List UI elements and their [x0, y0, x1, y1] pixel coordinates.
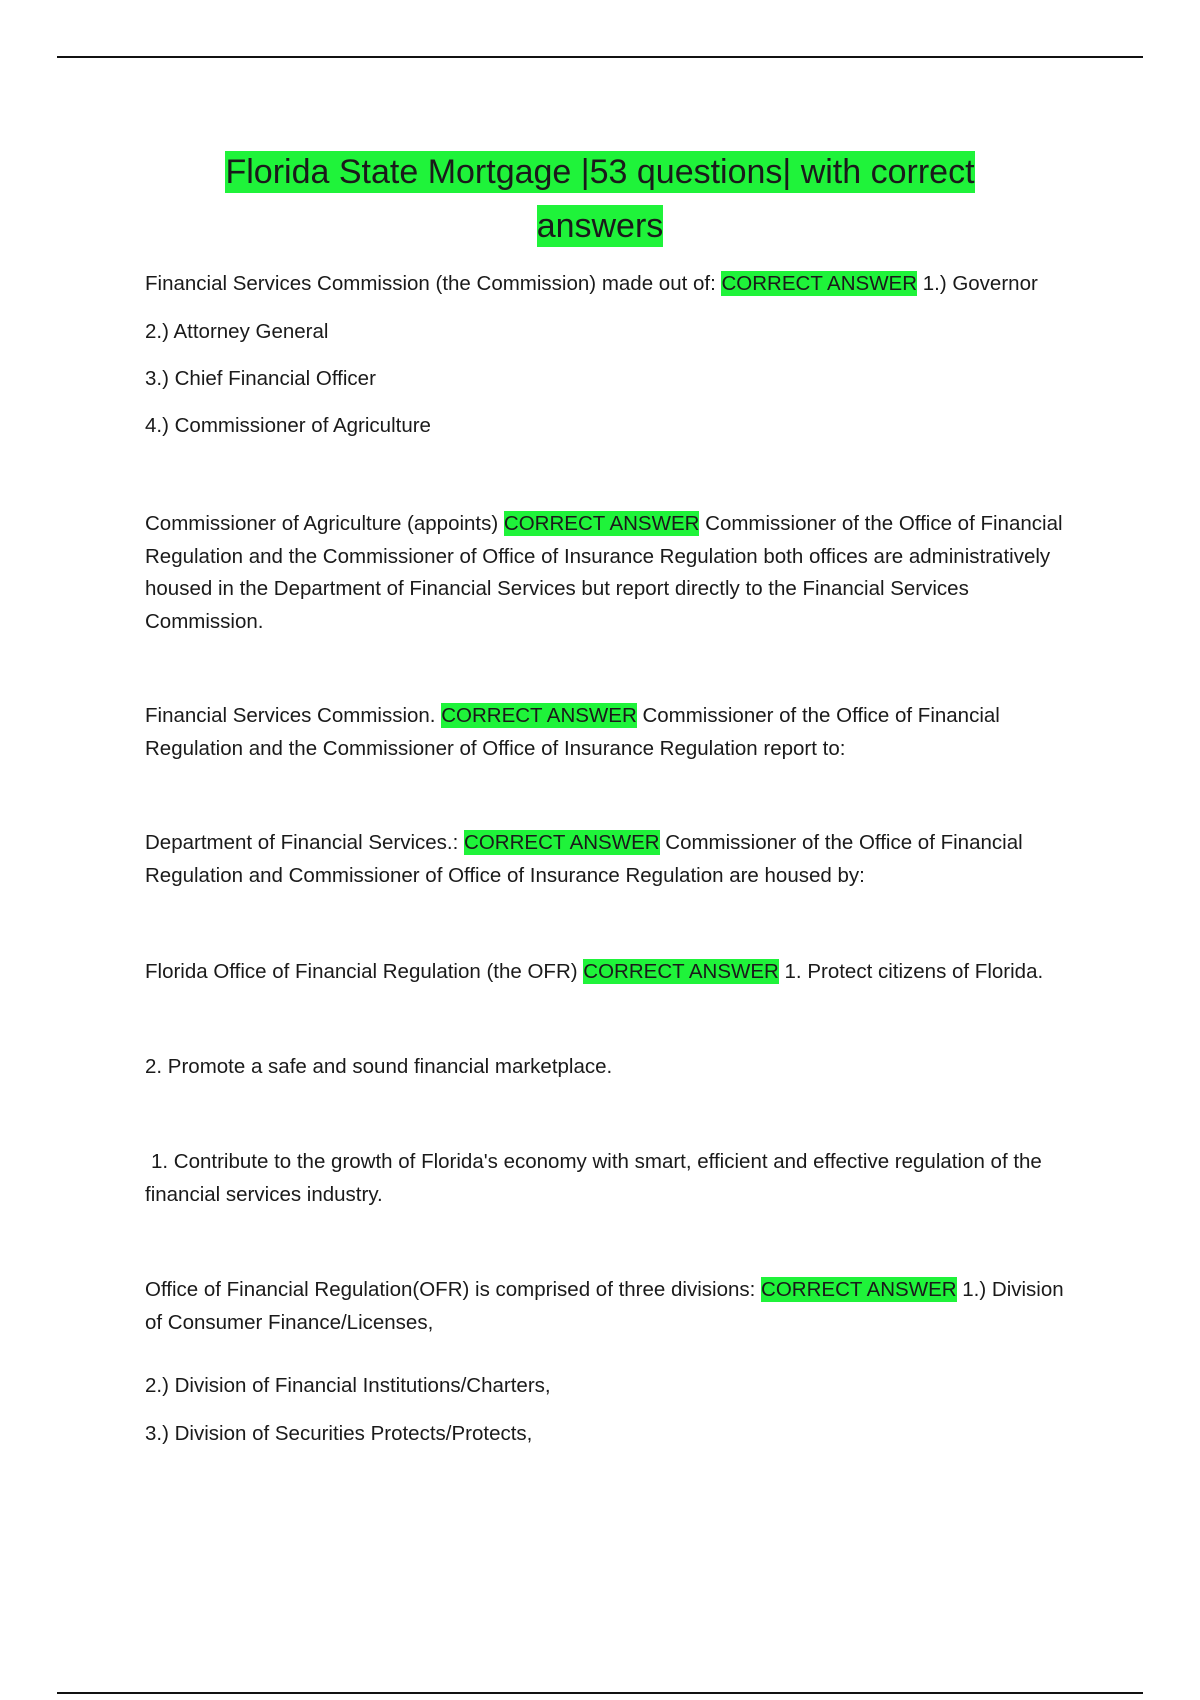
qa-item: [145, 268, 1085, 301]
answer-line: 2.) Division of Financial Institutions/Charters,: [145, 1374, 551, 1397]
answer-line: 3.) Chief Financial Officer: [145, 367, 376, 390]
correct-answer-tag: CORRECT ANSWER: [441, 704, 637, 727]
qa-text: [145, 1274, 1085, 1339]
bottom-rule: [57, 1692, 1143, 1694]
qa-text: [145, 508, 1085, 638]
qa-answer: Commissioner of the Office of Financial Regulation and Commissioner of Office of Insurance Regulation are housed by:: [145, 831, 1023, 887]
qa-lead: Florida Office of Financial Regulation (the OFR): [145, 960, 578, 983]
correct-answer-tag: CORRECT ANSWER: [583, 960, 779, 983]
qa-answer: Commissioner of the Office of Financial Regulation and the Commissioner of Office of Insurance Regulation report to:: [145, 704, 1000, 760]
qa-lead: Financial Services Commission (the Commission) made out of:: [145, 272, 716, 295]
title-highlight: Florida State Mortgage |53 questions| with correct answers: [225, 153, 975, 245]
qa-item: [145, 827, 1085, 892]
document-title: [170, 145, 1030, 253]
qa-text: [145, 827, 1085, 892]
qa-lead: Office of Financial Regulation(OFR) is comprised of three divisions:: [145, 1278, 756, 1301]
answer-line: 2.) Attorney General: [145, 320, 329, 343]
qa-lead: Financial Services Commission.: [145, 704, 436, 727]
qa-answer: 1. Protect citizens of Florida.: [784, 960, 1044, 983]
correct-answer-tag: CORRECT ANSWER: [721, 272, 918, 295]
answer-line: 3.) Division of Securities Protects/Protects,: [145, 1422, 533, 1445]
correct-answer-tag: CORRECT ANSWER: [464, 831, 660, 854]
answer-line: 2. Promote a safe and sound financial marketplace.: [145, 1055, 613, 1078]
answer-line: 1. Contribute to the growth of Florida's economy with smart, efficient and effective regulation of the financial services industry.: [145, 1150, 1042, 1206]
qa-answer: 1.) Governor: [922, 272, 1038, 295]
answer-line: 4.) Commissioner of Agriculture: [145, 414, 431, 437]
qa-item: [145, 700, 1085, 765]
qa-answer: 1.) Division of Consumer Finance/Licenses,: [145, 1278, 1064, 1334]
qa-answer: Commissioner of the Office of Financial Regulation and the Commissioner of Office of Insurance Regulation both offices are administratively housed in the Department of Financial Services but report directly to the Financial Services Commission.: [145, 512, 1063, 633]
correct-answer-tag: CORRECT ANSWER: [503, 512, 700, 535]
qa-item: [145, 956, 1085, 989]
qa-text: [145, 956, 1085, 989]
correct-answer-tag: CORRECT ANSWER: [761, 1278, 957, 1301]
qa-text: [145, 268, 1085, 301]
qa-lead: Department of Financial Services.:: [145, 831, 459, 854]
qa-item: [145, 508, 1085, 638]
top-rule: [57, 56, 1143, 58]
qa-text: [145, 700, 1085, 765]
qa-lead: Commissioner of Agriculture (appoints): [145, 512, 499, 535]
qa-item: [145, 1274, 1085, 1339]
